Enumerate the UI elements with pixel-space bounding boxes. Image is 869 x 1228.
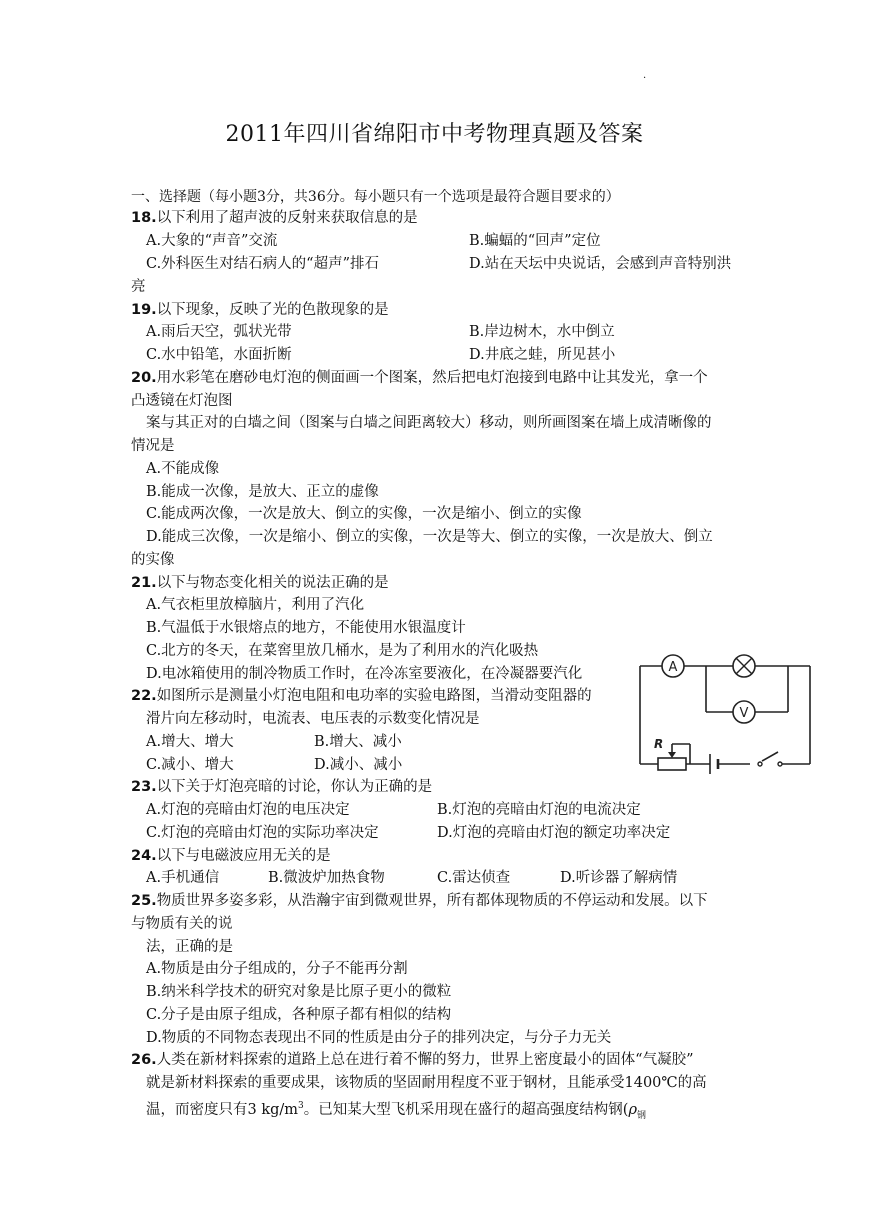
q22-option-c: C.减小、增大 bbox=[146, 757, 234, 773]
q22-option-b: B.增大、减小 bbox=[314, 734, 402, 750]
q20-stem-line2: 凸透镜在灯泡图 bbox=[131, 393, 233, 409]
q25-option-b: B.纳米科学技术的研究对象是比原子更小的微粒 bbox=[146, 984, 452, 1000]
q24-option-a: A.手机通信 bbox=[146, 870, 220, 886]
q26-stem-line1: 26.人类在新材料探索的道路上总在进行着不懈的努力，世界上密度最小的固体“气凝胶” bbox=[131, 1052, 694, 1068]
q20-stem-line1: 20.用水彩笔在磨砂电灯泡的侧面画一个图案，然后把电灯泡接到电路中让其发光，拿一个 bbox=[131, 370, 708, 386]
q24-option-d: D.听诊器了解病情 bbox=[560, 870, 678, 886]
q19-option-c: C.水中铅笔，水面折断 bbox=[146, 347, 292, 363]
q22-stem-line2: 滑片向左移动时，电流表、电压表的示数变化情况是 bbox=[146, 711, 480, 727]
q19-option-a: A.雨后天空，弧状光带 bbox=[146, 324, 292, 340]
q21-stem: 21.以下与物态变化相关的说法正确的是 bbox=[131, 575, 389, 591]
q24-stem: 24.以下与电磁波应用无关的是 bbox=[131, 848, 331, 864]
q19-option-b: B.岸边树木，水中倒立 bbox=[469, 324, 615, 340]
q18-stem: 18.以下利用了超声波的反射来获取信息的是 bbox=[131, 210, 418, 226]
q24-option-b: B.微波炉加热食物 bbox=[268, 870, 385, 886]
q20-stem-line4: 情况是 bbox=[131, 438, 175, 454]
q22-stem-line1: 22.如图所示是测量小灯泡电阻和电功率的实验电路图，当滑动变阻器的 bbox=[131, 688, 592, 704]
page-mark: . bbox=[643, 70, 647, 81]
q26-stem-line3: 温，而密度只有3 $kg/m^3$。已知某大型飞机采用现在盛行的超高强度结构钢($\rho_钢$ bbox=[146, 1101, 646, 1121]
q20-option-d: D.能成三次像，一次是缩小、倒立的实像，一次是等大、倒立的实像，一次是放大、倒立 bbox=[146, 529, 713, 545]
voltmeter-label: V bbox=[739, 706, 749, 721]
page-title: 2011年四川省绵阳市中考物理真题及答案 bbox=[225, 122, 644, 147]
section-header: 一、选择题（每小题3分，共36分。每小题只有一个选项是最符合题目要求的） bbox=[131, 189, 620, 205]
q19-option-d: D.井底之蛙，所见甚小 bbox=[469, 347, 616, 363]
q18-option-d: D.站在天坛中央说话，会感到声音特别洪 bbox=[469, 256, 732, 272]
q25-stem-line1: 25.物质世界多姿多彩，从浩瀚宇宙到微观世界，所有都体现物质的不停运动和发展。以下 bbox=[131, 893, 708, 909]
q20-stem-line3: 案与其正对的白墙之间（图案与白墙之间距离较大）移动，则所画图案在墙上成清晰像的 bbox=[146, 415, 712, 431]
q18-option-d-cont: 亮 bbox=[131, 279, 146, 295]
q18-option-a: A.大象的“声音”交流 bbox=[146, 233, 278, 249]
switch-contact-left bbox=[758, 762, 762, 766]
q22-option-d: D.减小、减小 bbox=[314, 757, 403, 773]
q20-option-d-cont: 的实像 bbox=[131, 552, 175, 568]
q25-option-a: A.物质是由分子组成的，分子不能再分割 bbox=[146, 961, 408, 977]
q20-option-b: B.能成一次像，是放大、正立的虚像 bbox=[146, 484, 379, 500]
switch-contact-right bbox=[778, 762, 782, 766]
rheostat-label: R bbox=[654, 737, 664, 751]
q25-stem-line3: 法，正确的是 bbox=[146, 939, 233, 955]
q26-stem-line2: 就是新材料探索的重要成果，该物质的坚固耐用程度不亚于钢材，且能承受1400℃的高 bbox=[146, 1075, 707, 1091]
q19-stem: 19.以下现象，反映了光的色散现象的是 bbox=[131, 302, 389, 318]
rheostat-slider-arrow bbox=[668, 752, 676, 758]
q24-option-c: C.雷达侦查 bbox=[437, 870, 511, 886]
q23-option-d: D.灯泡的亮暗由灯泡的额定功率决定 bbox=[437, 825, 671, 841]
circuit-diagram bbox=[628, 650, 823, 778]
ammeter-label: A bbox=[668, 660, 678, 675]
q23-option-c: C.灯泡的亮暗由灯泡的实际功率决定 bbox=[146, 825, 379, 841]
q18-option-c: C.外科医生对结石病人的“超声”排石 bbox=[146, 256, 380, 272]
q18-option-b: B.蝙蝠的“回声”定位 bbox=[469, 233, 601, 249]
q20-option-c: C.能成两次像，一次是放大、倒立的实像，一次是缩小、倒立的实像 bbox=[146, 506, 582, 522]
q21-option-a: A.气衣柜里放樟脑片，利用了汽化 bbox=[146, 597, 365, 613]
q20-option-a: A.不能成像 bbox=[146, 461, 220, 477]
q21-option-b: B.气温低于水银熔点的地方，不能使用水银温度计 bbox=[146, 620, 466, 636]
q23-option-b: B.灯泡的亮暗由灯泡的电流决定 bbox=[437, 802, 641, 818]
q23-option-a: A.灯泡的亮暗由灯泡的电压决定 bbox=[146, 802, 350, 818]
q25-option-c: C.分子是由原子组成，各种原子都有相似的结构 bbox=[146, 1007, 452, 1023]
q23-stem: 23.以下关于灯泡亮暗的讨论，你认为正确的是 bbox=[131, 779, 433, 795]
q22-option-a: A.增大、增大 bbox=[146, 734, 234, 750]
q21-option-d: D.电冰箱使用的制冷物质工作时，在冷冻室要液化，在冷凝器要汽化 bbox=[146, 666, 583, 682]
q21-option-c: C.北方的冬天，在菜窖里放几桶水，是为了利用水的汽化吸热 bbox=[146, 643, 539, 659]
q25-stem-line2: 与物质有关的说 bbox=[131, 916, 233, 932]
q25-option-d: D.物质的不同物态表现出不同的性质是由分子的排列决定，与分子力无关 bbox=[146, 1030, 612, 1046]
